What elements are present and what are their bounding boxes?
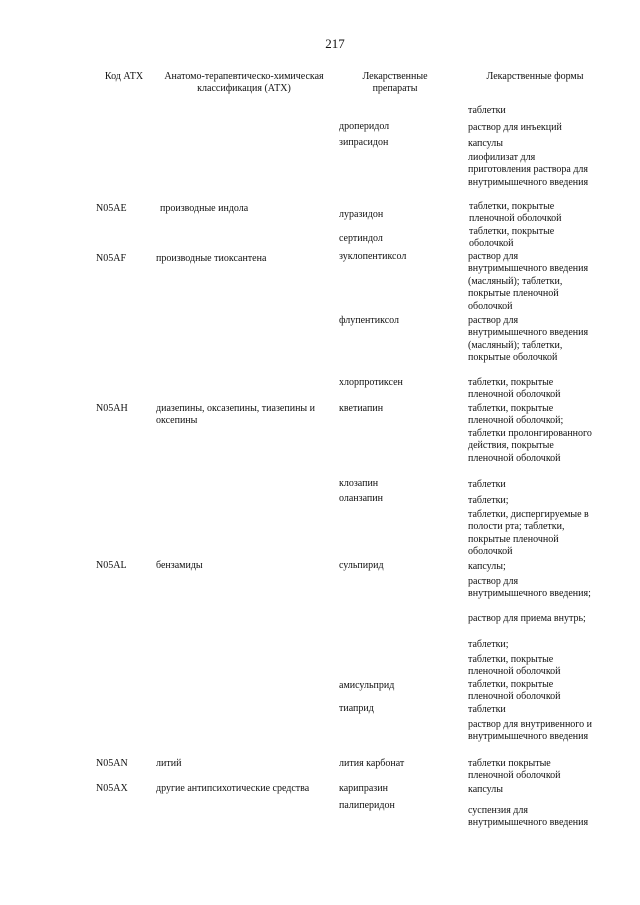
drug-name: зипрасидон [339, 137, 389, 148]
drug-name: сульпирид [339, 560, 384, 571]
dosage-form: раствор для внутримышечного введения; [468, 576, 591, 600]
drug-name: кветиапин [339, 403, 384, 414]
drug-name: лития карбонат [339, 758, 405, 769]
dosage-form: капсулы [468, 784, 503, 795]
dosage-form: таблетки покрытые пленочной оболочкой [468, 758, 561, 782]
drug-name: оланзапин [339, 493, 383, 504]
dosage-form: таблетки; [468, 639, 509, 650]
drug-name: сертиндол [339, 233, 383, 244]
dosage-form: раствор для внутривенного и внутримышечного введения [468, 719, 593, 743]
atc-code: N05AX [96, 783, 128, 794]
dosage-form: таблетки, диспергируемые в полости рта; таблетки, покрытые пленочной оболочкой [468, 509, 589, 558]
dosage-form: таблетки, покрытые пленочной оболочкой; таблетки пролонгированного действия, покрытые пленочной оболочкой [468, 403, 592, 464]
dosage-form: таблетки [468, 704, 506, 715]
dosage-form: капсулы; [468, 561, 506, 572]
atc-classification: производные тиоксантена [156, 253, 267, 264]
header-classification: Анатомо-терапевтическо-химическая классификация (АТХ) [164, 71, 324, 95]
atc-code: N05AF [96, 253, 127, 264]
drug-name: дроперидол [339, 121, 390, 132]
drug-name: амисульприд [339, 680, 395, 691]
drug-name: клозапин [339, 478, 379, 489]
dosage-form: таблетки; [468, 495, 509, 506]
atc-classification: бензамиды [156, 560, 203, 571]
drug-name: луразидон [339, 209, 384, 220]
header-forms: Лекарственные формы [486, 71, 584, 82]
drug-name: палиперидон [339, 800, 395, 811]
page-number: 217 [325, 36, 345, 51]
dosage-form: лиофилизат для приготовления раствора для внутримышечного введения [468, 152, 589, 188]
atc-code: N05AH [96, 403, 128, 414]
atc-code: N05AN [96, 758, 128, 769]
dosage-form: суспензия для внутримышечного введения [468, 805, 589, 829]
atc-classification: другие антипсихотические средства [156, 783, 310, 794]
drug-name: тиаприд [339, 703, 374, 714]
dosage-form: раствор для внутримышечного введения (масляный); таблетки, покрытые оболочкой [468, 315, 589, 364]
atc-classification: литий [156, 758, 182, 769]
drug-name: карипразин [339, 783, 388, 794]
header-code: Код АТХ [104, 71, 144, 82]
drug-name: зуклопентиксол [339, 251, 407, 262]
atc-classification: производные индола [160, 203, 249, 214]
dosage-form: таблетки, покрытые пленочной оболочкой [468, 377, 561, 401]
dosage-form: таблетки, покрытые оболочкой [469, 226, 555, 250]
header-drugs: Лекарственные препараты [362, 71, 428, 95]
dosage-form: таблетки, покрытые пленочной оболочкой [468, 679, 561, 703]
dosage-form: капсулы [468, 138, 503, 149]
dosage-form: таблетки [468, 105, 506, 116]
drug-name: флупентиксол [339, 315, 399, 326]
atc-classification: диазепины, оксазепины, тиазепины и оксепины [156, 403, 315, 427]
dosage-form: таблетки [468, 479, 506, 490]
atc-code: N05AL [96, 560, 127, 571]
dosage-form: таблетки, покрытые пленочной оболочкой [468, 654, 561, 678]
dosage-form: раствор для приема внутрь; [468, 613, 586, 624]
atc-code: N05AE [96, 203, 127, 214]
drug-name: хлорпротиксен [339, 377, 403, 388]
dosage-form: таблетки, покрытые пленочной оболочкой [469, 201, 562, 225]
dosage-form: раствор для инъекций [468, 122, 562, 133]
dosage-form: раствор для внутримышечного введения (масляный); таблетки, покрытые пленочной оболочкой [468, 251, 589, 312]
